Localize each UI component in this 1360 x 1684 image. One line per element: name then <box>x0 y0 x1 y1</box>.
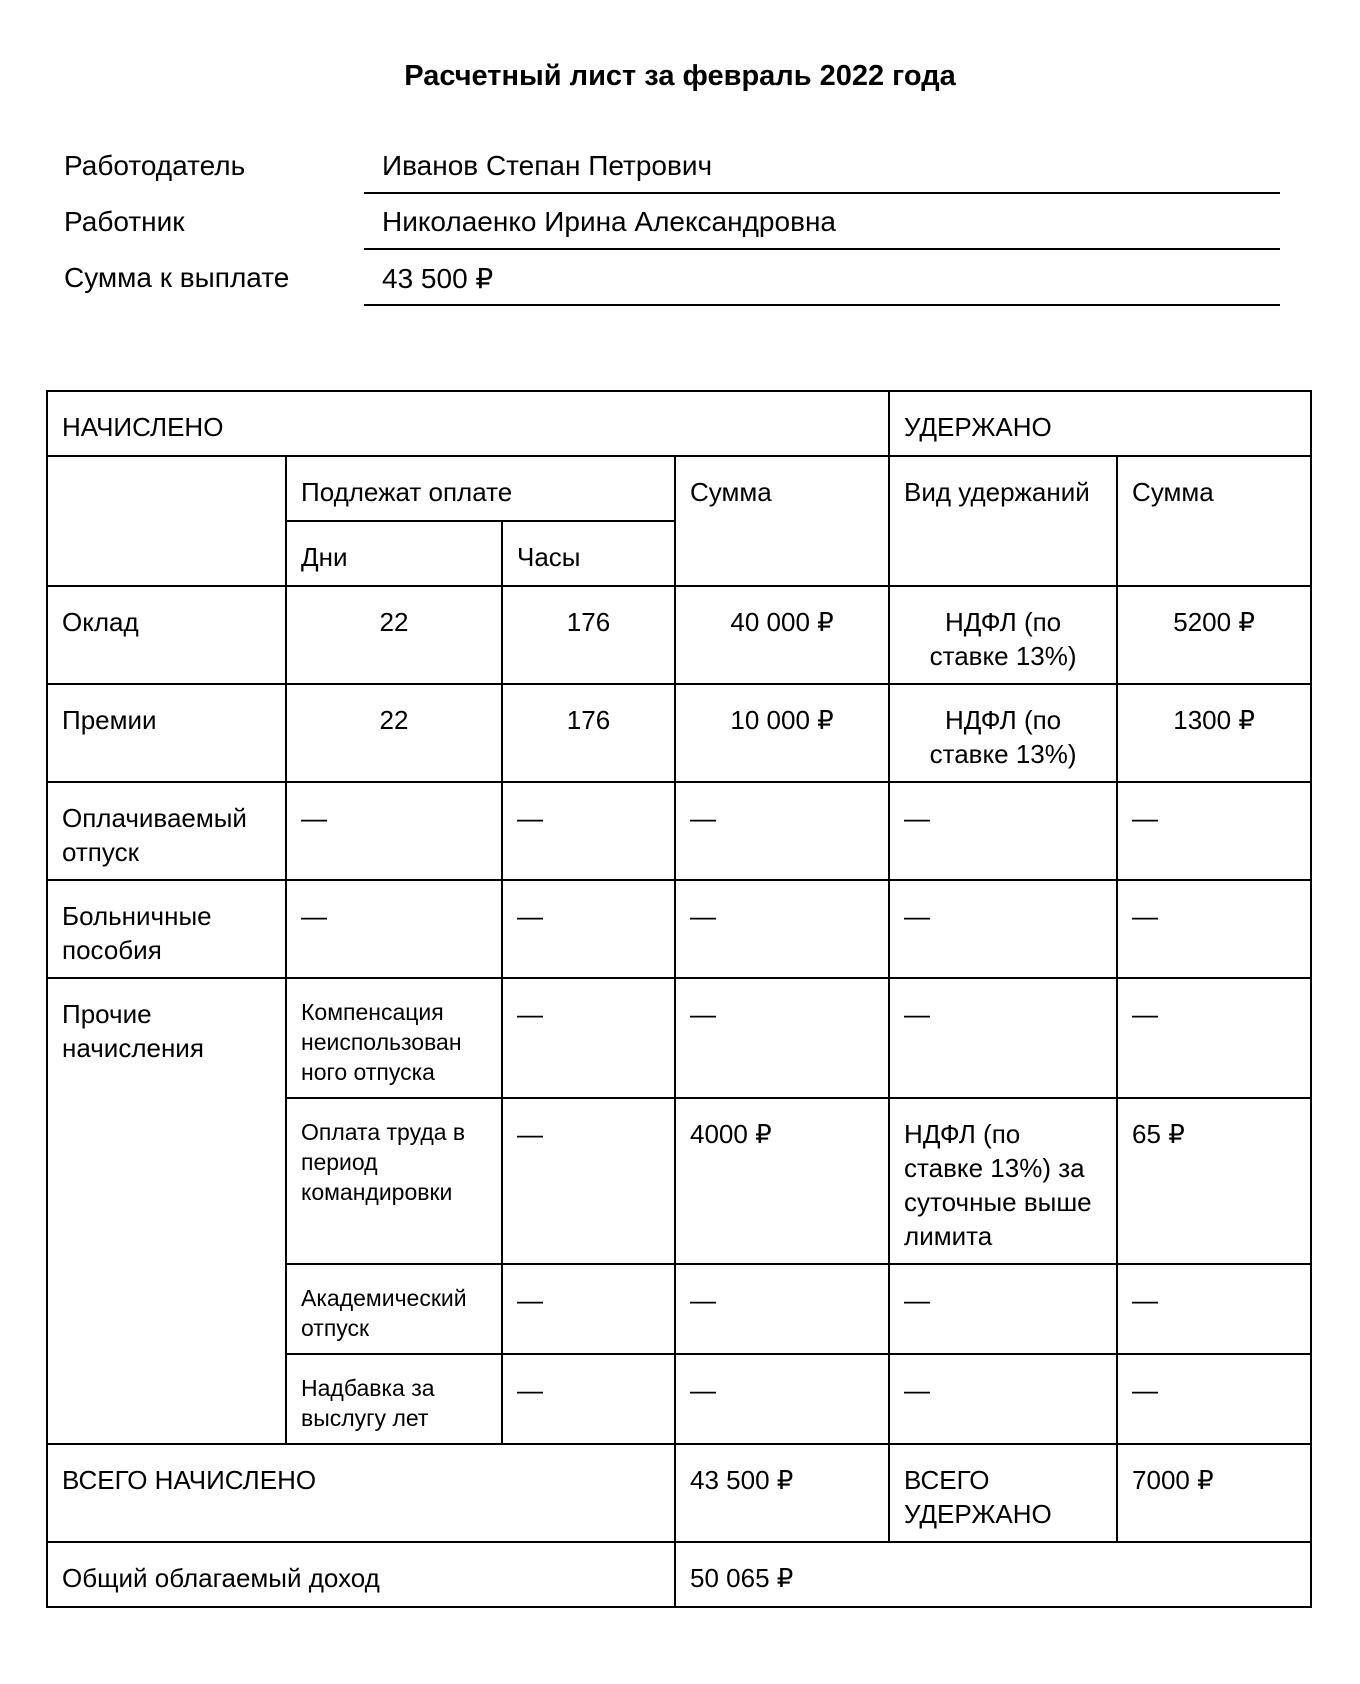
sum-cell: — <box>675 1264 889 1354</box>
withholding-sum-cell: — <box>1117 1264 1311 1354</box>
withholding-type-cell: НДФЛ (по ставке 13%) <box>889 586 1117 684</box>
employee-underline <box>364 248 1280 250</box>
withholding-type-cell: — <box>889 1264 1117 1354</box>
withholding-sum-cell: 65 ₽ <box>1117 1098 1311 1264</box>
hours-cell: 176 <box>502 586 675 684</box>
value-cell: — <box>502 1098 675 1264</box>
sum-cell: — <box>675 880 889 978</box>
taxable-row <box>47 1542 1311 1607</box>
amount-value: 43 500 ₽ <box>382 263 494 294</box>
withholding-sum-header: Сумма <box>1117 456 1311 586</box>
sum-cell: — <box>675 782 889 880</box>
payable-header: Подлежат оплате <box>286 456 675 521</box>
sum-cell: — <box>675 1354 889 1444</box>
days-cell: 22 <box>286 684 502 782</box>
days-header: Дни <box>286 521 502 586</box>
table-row <box>47 978 1311 1098</box>
hours-cell: — <box>502 880 675 978</box>
sum-cell: 40 000 ₽ <box>675 586 889 684</box>
total-accrued-value: 43 500 ₽ <box>675 1444 889 1542</box>
withholding-sum-cell: — <box>1117 978 1311 1098</box>
withholding-type-cell: НДФЛ (по ставке 13%) за суточные выше лимита <box>889 1098 1117 1264</box>
employer-value: Иванов Степан Петрович <box>382 150 713 181</box>
accrued-header: НАЧИСЛЕНО <box>47 391 889 456</box>
sum-cell: 10 000 ₽ <box>675 684 889 782</box>
total-accrued-label: ВСЕГО НАЧИСЛЕНО <box>47 1444 675 1542</box>
row-label: Больничные пособия <box>47 880 286 978</box>
table-row <box>47 684 1311 782</box>
amount-underline <box>364 304 1280 306</box>
value-cell: — <box>502 978 675 1098</box>
sub-row-label: Компенсация неиспользован ного отпуска <box>286 978 502 1098</box>
days-cell: — <box>286 782 502 880</box>
withholding-type-cell: — <box>889 880 1117 978</box>
hours-cell: — <box>502 782 675 880</box>
days-cell: 22 <box>286 586 502 684</box>
sub-row-label: Надбавка за выслугу лет <box>286 1354 502 1444</box>
payslip-table <box>46 390 1312 1608</box>
employer-underline <box>364 192 1280 194</box>
hours-cell: 176 <box>502 684 675 782</box>
total-withheld-value: 7000 ₽ <box>1117 1444 1311 1542</box>
withholding-sum-cell: 5200 ₽ <box>1117 586 1311 684</box>
withholding-sum-cell: 1300 ₽ <box>1117 684 1311 782</box>
row-label: Оплачиваемый отпуск <box>47 782 286 880</box>
row-label: Премии <box>47 684 286 782</box>
totals-row <box>47 1444 1311 1542</box>
empty-header-cell <box>47 456 286 586</box>
table-row <box>47 586 1311 684</box>
withholding-sum-cell: — <box>1117 782 1311 880</box>
table-row <box>47 880 1311 978</box>
sum-cell: — <box>675 978 889 1098</box>
row-label: Прочие начисления <box>47 978 286 1444</box>
sum-cell: 4000 ₽ <box>675 1098 889 1264</box>
table-row <box>47 782 1311 880</box>
withholding-sum-cell: — <box>1117 1354 1311 1444</box>
withholding-type-header: Вид удержаний <box>889 456 1117 586</box>
amount-label: Сумма к выплате <box>64 262 290 293</box>
hours-header: Часы <box>502 521 675 586</box>
employee-label: Работник <box>64 206 185 237</box>
employer-label: Работодатель <box>64 150 246 181</box>
sub-row-label: Академический отпуск <box>286 1264 502 1354</box>
taxable-label: Общий облагаемый доход <box>47 1542 675 1607</box>
row-label: Оклад <box>47 586 286 684</box>
withholding-type-cell: — <box>889 978 1117 1098</box>
sum-header: Сумма <box>675 456 889 586</box>
page-title: Расчетный лист за февраль 2022 года <box>404 60 956 92</box>
sub-row-label: Оплата труда в период командировки <box>286 1098 502 1264</box>
employee-value: Николаенко Ирина Александровна <box>382 206 836 237</box>
total-withheld-label: ВСЕГО УДЕРЖАНО <box>889 1444 1117 1542</box>
withholding-type-cell: — <box>889 782 1117 880</box>
withholding-type-cell: — <box>889 1354 1117 1444</box>
days-cell: — <box>286 880 502 978</box>
taxable-value: 50 065 ₽ <box>675 1542 1311 1607</box>
value-cell: — <box>502 1354 675 1444</box>
withheld-header: УДЕРЖАНО <box>889 391 1311 456</box>
withholding-type-cell: НДФЛ (по ставке 13%) <box>889 684 1117 782</box>
withholding-sum-cell: — <box>1117 880 1311 978</box>
value-cell: — <box>502 1264 675 1354</box>
